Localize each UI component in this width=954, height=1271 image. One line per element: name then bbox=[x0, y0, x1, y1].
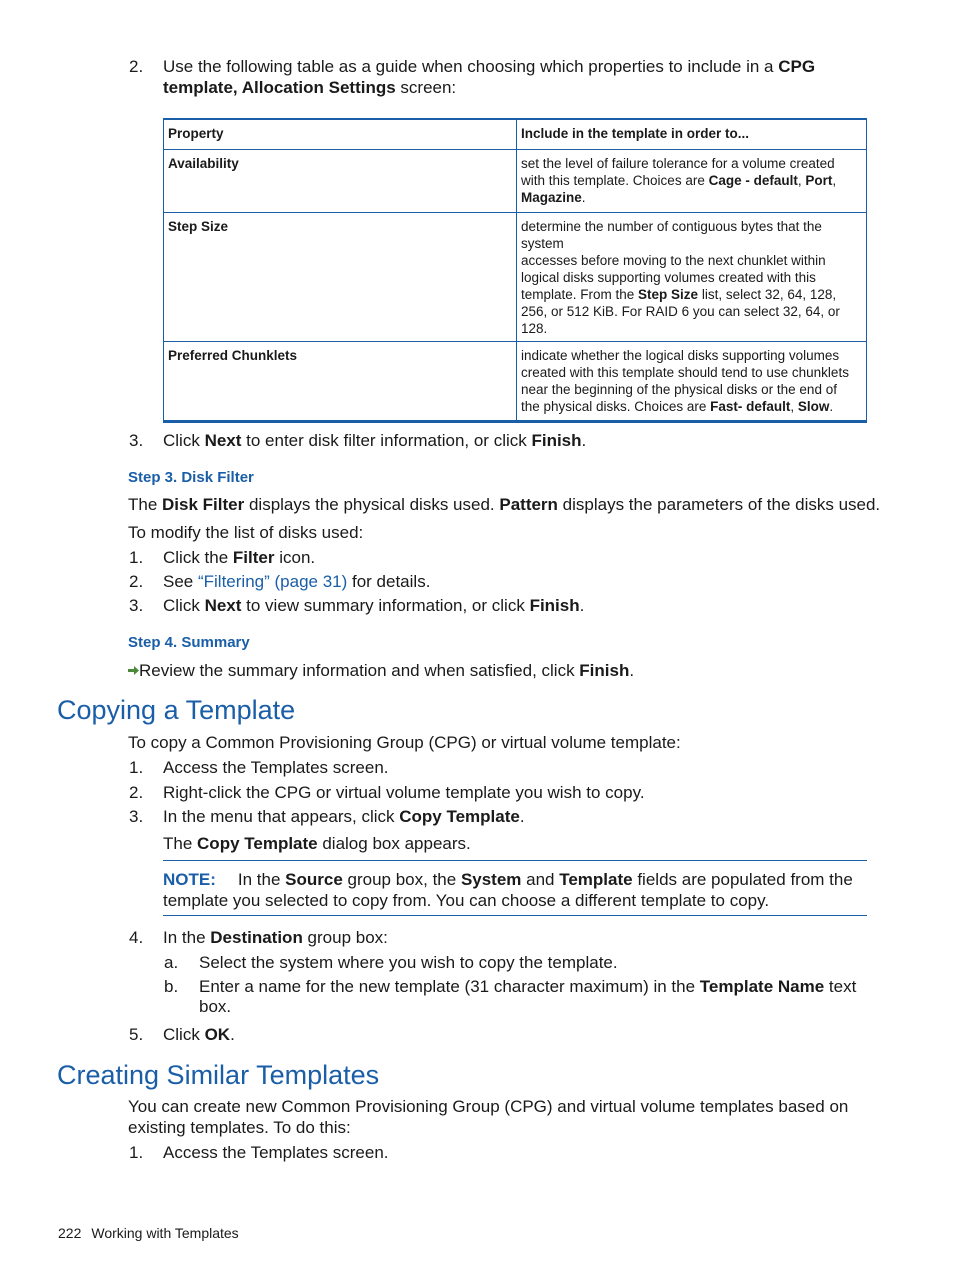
step-2-bold-2: template, Allocation Settings bbox=[163, 78, 396, 97]
df-item-3-a: Click bbox=[163, 596, 205, 615]
similar-heading: Creating Similar Templates bbox=[57, 1060, 380, 1090]
df-bold-b: Disk Filter bbox=[162, 495, 245, 514]
copy-item-5-b: OK bbox=[204, 1025, 231, 1044]
sub-b-b: Template Name bbox=[699, 977, 825, 996]
copy-sub-a: The bbox=[163, 834, 198, 853]
desc-line: 256, or 512 KiB. For RAID 6 you can select 32, 64, or bbox=[521, 304, 840, 319]
copy-item-5-c: . bbox=[230, 1025, 235, 1044]
df-text-c: displays the physical disks used. bbox=[244, 495, 500, 514]
note-a: In the bbox=[237, 870, 286, 889]
note-bottom-rule bbox=[163, 915, 867, 916]
copy-item-1: Access the Templates screen. bbox=[163, 758, 389, 777]
table-cell-description bbox=[517, 342, 867, 422]
copy-item-4-b: Destination bbox=[210, 928, 303, 947]
note-b: Source bbox=[285, 870, 343, 889]
step-2-text-line2 bbox=[163, 77, 456, 98]
table-header-row bbox=[164, 119, 867, 150]
copy-item-3-sub bbox=[163, 833, 471, 854]
finish-label: Finish bbox=[531, 431, 582, 450]
sub-b-number: b. bbox=[164, 977, 179, 996]
df-item-1-b: Filter bbox=[232, 548, 275, 567]
sub-b-a: Enter a name for the new template (31 character maximum) in the bbox=[199, 977, 700, 996]
note-g: fields are populated from the bbox=[632, 870, 853, 889]
copy-item-2-number: 2. bbox=[129, 783, 144, 802]
note-f: Template bbox=[559, 870, 633, 889]
copy-item-4-number: 4. bbox=[129, 928, 144, 947]
step-3-text-a: Click bbox=[163, 431, 205, 450]
footer bbox=[58, 1224, 239, 1242]
similar-item-1-number: 1. bbox=[129, 1143, 144, 1162]
df-item-2-number: 2. bbox=[129, 572, 144, 591]
desc-line: determine the number of contiguous bytes that the system bbox=[521, 219, 822, 251]
df-item-3-e: . bbox=[579, 596, 585, 615]
table-cell-property: Availability bbox=[164, 150, 517, 213]
df-item-3-number: 3. bbox=[129, 596, 144, 615]
footer-section: Working with Templates bbox=[91, 1225, 239, 1241]
df-bold-d: Pattern bbox=[499, 495, 558, 514]
table-row bbox=[164, 150, 867, 213]
table-cell-description bbox=[517, 150, 867, 213]
step-3-text-c: . bbox=[581, 431, 587, 450]
copy-item-5 bbox=[163, 1024, 235, 1045]
copy-item-3 bbox=[163, 806, 525, 827]
step-3-text-b: to enter disk filter information, or click bbox=[241, 431, 532, 450]
desc-line: 128. bbox=[521, 321, 548, 336]
note-label: NOTE: bbox=[163, 870, 216, 889]
next-label: Next bbox=[204, 431, 242, 450]
sub-a-number: a. bbox=[164, 953, 179, 972]
disk-filter-heading: Step 3. Disk Filter bbox=[128, 469, 254, 486]
desc-line: near the beginning of the physical disks or the end of bbox=[521, 382, 837, 397]
step-2-number: 2. bbox=[129, 57, 144, 76]
step-3-text bbox=[163, 430, 586, 451]
desc-line: accesses before moving to the next chunklet within bbox=[521, 253, 826, 268]
note-line-1 bbox=[163, 869, 853, 890]
arrow-right-icon bbox=[128, 665, 139, 676]
properties-table bbox=[163, 118, 867, 423]
summary-heading: Step 4. Summary bbox=[128, 634, 250, 651]
table-cell-description bbox=[517, 213, 867, 342]
df-item-1-a: Click the bbox=[163, 548, 233, 567]
df-item-3 bbox=[163, 595, 584, 616]
copy-item-1-number: 1. bbox=[129, 758, 144, 777]
sub-b-line-2: box. bbox=[199, 997, 232, 1016]
df-item-3-c: to view summary information, or click bbox=[241, 596, 530, 615]
table-cell-property: Step Size bbox=[164, 213, 517, 342]
summary-text-c: . bbox=[629, 661, 635, 680]
desc-line: template. From the Step Size list, select 32, 64, 128, bbox=[521, 287, 837, 302]
similar-line-2: existing templates. To do this: bbox=[128, 1118, 351, 1137]
copy-item-3-b: Copy Template bbox=[399, 807, 520, 826]
copy-item-5-number: 5. bbox=[129, 1025, 144, 1044]
table-header-include: Include in the template in order to... bbox=[517, 119, 867, 150]
desc-line: created with this template should tend to use chunklets bbox=[521, 365, 849, 380]
step-2-text-line1 bbox=[163, 56, 815, 77]
step-3-number: 3. bbox=[129, 431, 144, 450]
similar-line-1: You can create new Common Provisioning Group (CPG) and virtual volume templates based on bbox=[128, 1097, 849, 1116]
desc-line: the physical disks. Choices are Fast- default, Slow. bbox=[521, 399, 834, 414]
df-item-2-c: for details. bbox=[347, 572, 431, 591]
note-d: System bbox=[460, 870, 522, 889]
df-item-1-c: icon. bbox=[274, 548, 316, 567]
sub-b-c: text bbox=[824, 977, 857, 996]
table-row bbox=[164, 213, 867, 342]
copying-intro: To copy a Common Provisioning Group (CPG) or virtual volume template: bbox=[128, 733, 681, 752]
df-text-a: The bbox=[128, 495, 163, 514]
summary-text-a: Review the summary information and when satisfied, click bbox=[139, 661, 580, 680]
step-2-text-2: screen: bbox=[395, 78, 457, 97]
copy-item-4 bbox=[163, 927, 388, 948]
df-item-3-b: Next bbox=[204, 596, 242, 615]
copying-heading: Copying a Template bbox=[57, 695, 296, 725]
desc-line: Magazine. bbox=[521, 190, 586, 205]
copy-item-3-a: In the menu that appears, click bbox=[163, 807, 400, 826]
note-top-rule bbox=[163, 860, 867, 861]
df-item-2 bbox=[163, 571, 430, 592]
table-row bbox=[164, 342, 867, 422]
summary-text bbox=[139, 660, 634, 681]
step-2-bold: CPG bbox=[778, 57, 816, 76]
copy-item-3-c: . bbox=[519, 807, 525, 826]
note-c: group box, the bbox=[342, 870, 461, 889]
df-item-1 bbox=[163, 547, 315, 568]
copy-sub-b: Copy Template bbox=[197, 834, 318, 853]
table-cell-property: Preferred Chunklets bbox=[164, 342, 517, 422]
df-text-e: displays the parameters of the disks used. bbox=[557, 495, 881, 514]
copy-item-4-c: group box: bbox=[302, 928, 388, 947]
summary-finish: Finish bbox=[579, 661, 630, 680]
table-header-property: Property bbox=[164, 119, 517, 150]
page-number: 222 bbox=[58, 1225, 82, 1241]
disk-filter-paragraph bbox=[128, 494, 880, 515]
copy-item-2: Right-click the CPG or virtual volume template you wish to copy. bbox=[163, 783, 645, 802]
copy-item-3-number: 3. bbox=[129, 807, 144, 826]
copy-sub-c: dialog box appears. bbox=[317, 834, 471, 853]
desc-line: indicate whether the logical disks supporting volumes bbox=[521, 348, 840, 363]
filtering-link[interactable]: “Filtering” (page 31) bbox=[197, 572, 348, 591]
copy-item-4-a: In the bbox=[163, 928, 211, 947]
sub-a-text: Select the system where you wish to copy the template. bbox=[199, 953, 618, 972]
note-e: and bbox=[521, 870, 560, 889]
desc-line: with this template. Choices are Cage - default, Port, bbox=[521, 173, 837, 188]
desc-line: logical disks supporting volumes created with this bbox=[521, 270, 816, 285]
similar-item-1: Access the Templates screen. bbox=[163, 1143, 389, 1162]
step-2-text: Use the following table as a guide when choosing which properties to include in a bbox=[163, 57, 779, 76]
copy-item-5-a: Click bbox=[163, 1025, 205, 1044]
df-item-3-d: Finish bbox=[529, 596, 580, 615]
df-item-1-number: 1. bbox=[129, 548, 144, 567]
df-item-2-a: See bbox=[163, 572, 198, 591]
sub-b-text bbox=[199, 976, 856, 997]
desc-line: set the level of failure tolerance for a volume created bbox=[521, 156, 835, 171]
note-line-2: template you selected to copy from. You can choose a different template to copy. bbox=[163, 891, 770, 910]
disk-filter-intro: To modify the list of disks used: bbox=[128, 523, 364, 542]
